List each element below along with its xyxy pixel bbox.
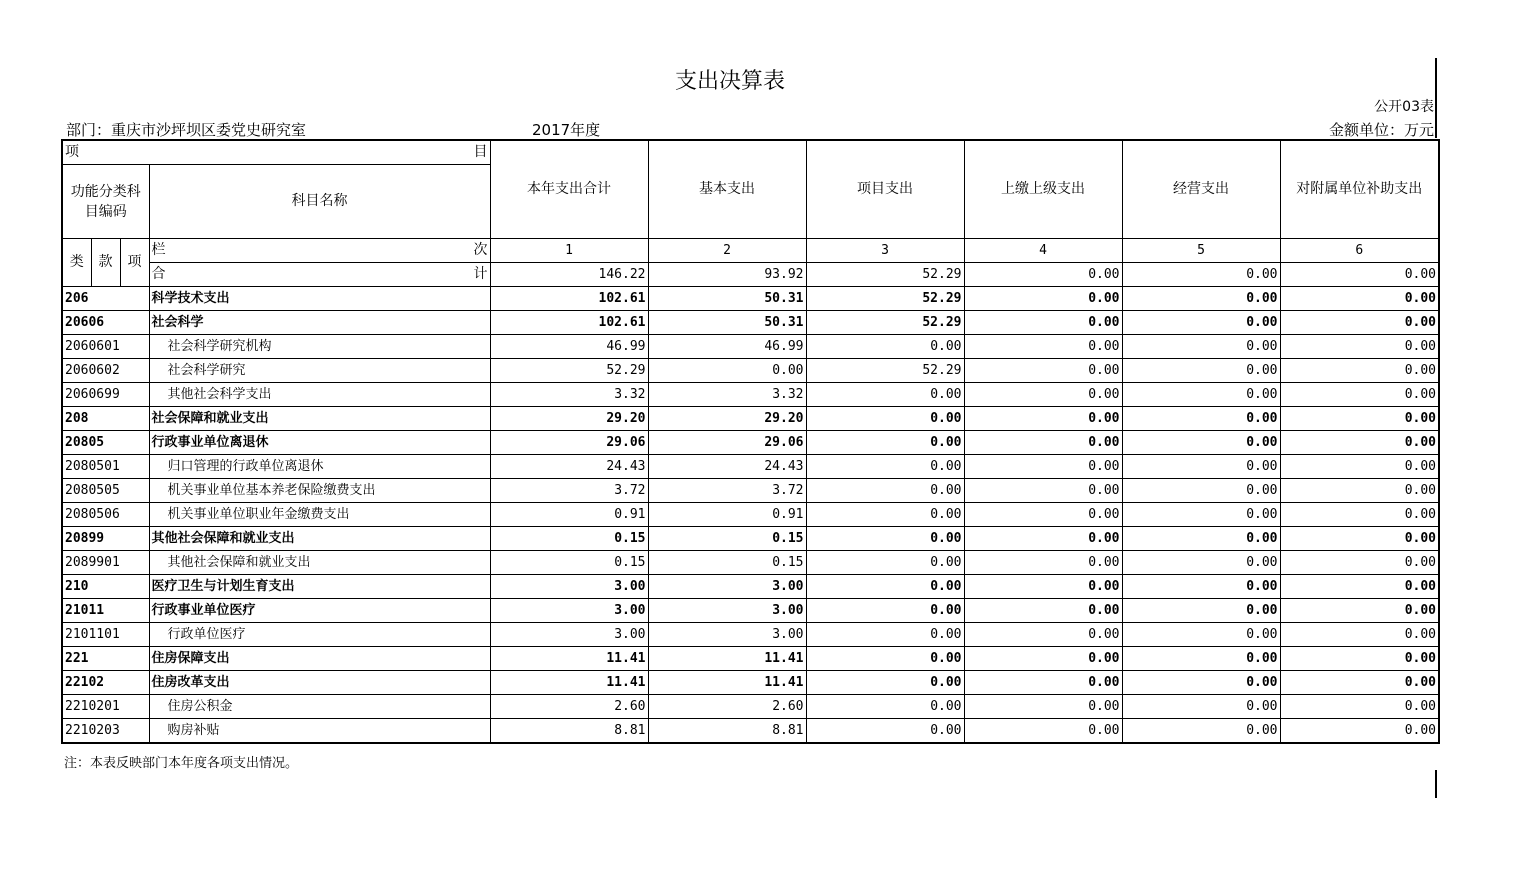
row-value-cell: 102.61: [490, 311, 648, 335]
year-label: 2017年度: [532, 121, 601, 139]
table-row: [62, 599, 1439, 623]
row-value-cell: 0.00: [806, 407, 964, 431]
row-value-cell: 2.60: [648, 695, 806, 719]
row-subject-name: 社会科学: [149, 311, 490, 335]
row-value-cell: 0.00: [1122, 503, 1280, 527]
row-value-cell: 3.72: [490, 479, 648, 503]
row-value-cell: 0.00: [806, 695, 964, 719]
row-subject-name: 行政单位医疗: [149, 623, 490, 647]
total-cell: 146.22: [490, 263, 648, 287]
table-row: [62, 335, 1439, 359]
row-value-cell: 0.00: [964, 599, 1122, 623]
row-subject-name: 住房保障支出: [149, 647, 490, 671]
total-cell: 52.29: [806, 263, 964, 287]
table-row: [62, 647, 1439, 671]
col-header-basic: 基本支出: [648, 140, 806, 239]
expenditure-table: [61, 139, 1440, 744]
header-lanci: 栏 次: [149, 239, 490, 263]
header-row-3: [62, 239, 1439, 263]
row-value-cell: 0.00: [806, 479, 964, 503]
row-value-cell: 0.91: [648, 503, 806, 527]
row-value-cell: 29.20: [648, 407, 806, 431]
row-value-cell: 0.00: [1122, 311, 1280, 335]
row-value-cell: 52.29: [806, 359, 964, 383]
table-row: [62, 623, 1439, 647]
footnote: 注：本表反映部门本年度各项支出情况。: [64, 756, 299, 771]
table-row: [62, 287, 1439, 311]
table-row: [62, 551, 1439, 575]
row-value-cell: 29.06: [490, 431, 648, 455]
row-value-cell: 24.43: [490, 455, 648, 479]
row-value-cell: 0.00: [964, 479, 1122, 503]
row-value-cell: 0.00: [964, 575, 1122, 599]
row-value-cell: 0.00: [964, 455, 1122, 479]
row-value-cell: 0.00: [964, 503, 1122, 527]
col-header-business: 经营支出: [1122, 140, 1280, 239]
row-value-cell: 3.32: [490, 383, 648, 407]
row-value-cell: 0.00: [964, 359, 1122, 383]
row-value-cell: 0.00: [1122, 551, 1280, 575]
header-subject-name: 科目名称: [149, 165, 490, 239]
row-value-cell: 0.00: [1280, 551, 1439, 575]
row-value-cell: 0.00: [1280, 455, 1439, 479]
row-value-cell: 0.00: [964, 551, 1122, 575]
row-code: 20805: [62, 431, 149, 455]
row-value-cell: 50.31: [648, 311, 806, 335]
row-code: 2060601: [62, 335, 149, 359]
row-value-cell: 3.00: [490, 623, 648, 647]
row-value-cell: 3.00: [648, 575, 806, 599]
row-value-cell: 0.00: [1280, 407, 1439, 431]
row-subject-name: 社会科学研究机构: [149, 335, 490, 359]
row-value-cell: 11.41: [490, 647, 648, 671]
row-code: 2060699: [62, 383, 149, 407]
row-value-cell: 0.00: [806, 455, 964, 479]
row-subject-name: 机关事业单位基本养老保险缴费支出: [149, 479, 490, 503]
col-number-1: 1: [490, 239, 648, 263]
col-header-subsidy: 对附属单位补助支出: [1280, 140, 1439, 239]
row-value-cell: 0.00: [964, 719, 1122, 744]
form-number: 公开03表: [1374, 99, 1434, 115]
row-value-cell: 0.00: [1122, 695, 1280, 719]
row-value-cell: 0.00: [964, 431, 1122, 455]
row-value-cell: 0.00: [1280, 647, 1439, 671]
row-value-cell: 3.00: [490, 575, 648, 599]
row-value-cell: 0.00: [806, 335, 964, 359]
row-value-cell: 0.00: [964, 527, 1122, 551]
row-value-cell: 0.00: [964, 623, 1122, 647]
row-value-cell: 0.91: [490, 503, 648, 527]
row-value-cell: 11.41: [490, 671, 648, 695]
col-number-4: 4: [964, 239, 1122, 263]
row-value-cell: 0.00: [1280, 575, 1439, 599]
table-row: [62, 359, 1439, 383]
row-value-cell: 11.41: [648, 647, 806, 671]
row-value-cell: 0.00: [964, 287, 1122, 311]
row-value-cell: 3.32: [648, 383, 806, 407]
row-value-cell: 0.00: [964, 383, 1122, 407]
total-cell: 0.00: [1280, 263, 1439, 287]
row-subject-name: 科学技术支出: [149, 287, 490, 311]
department-label: 部门：重庆市沙坪坝区委党史研究室: [66, 121, 307, 139]
row-value-cell: 0.00: [1122, 359, 1280, 383]
row-value-cell: 0.00: [806, 671, 964, 695]
row-value-cell: 0.00: [806, 575, 964, 599]
col-number-2: 2: [648, 239, 806, 263]
table-row: [62, 479, 1439, 503]
row-value-cell: 8.81: [648, 719, 806, 744]
row-value-cell: 102.61: [490, 287, 648, 311]
row-value-cell: 0.00: [964, 695, 1122, 719]
col-number-6: 6: [1280, 239, 1439, 263]
row-value-cell: 24.43: [648, 455, 806, 479]
row-subject-name: 其他社会保障和就业支出: [149, 527, 490, 551]
col-header-total: 本年支出合计: [490, 140, 648, 239]
row-value-cell: 0.00: [964, 407, 1122, 431]
table-row: [62, 455, 1439, 479]
row-subject-name: 机关事业单位职业年金缴费支出: [149, 503, 490, 527]
table-row: [62, 719, 1439, 744]
row-subject-name: 住房改革支出: [149, 671, 490, 695]
row-code: 2080506: [62, 503, 149, 527]
row-value-cell: 0.00: [806, 647, 964, 671]
header-row-1: [62, 140, 1439, 165]
row-code: 2080501: [62, 455, 149, 479]
row-value-cell: 0.15: [648, 551, 806, 575]
row-code: 2101101: [62, 623, 149, 647]
row-value-cell: 0.00: [1280, 695, 1439, 719]
row-value-cell: 0.00: [1280, 527, 1439, 551]
row-value-cell: 0.00: [964, 335, 1122, 359]
row-value-cell: 8.81: [490, 719, 648, 744]
row-value-cell: 0.00: [806, 503, 964, 527]
row-value-cell: 0.00: [1280, 623, 1439, 647]
row-value-cell: 50.31: [648, 287, 806, 311]
table-row: [62, 527, 1439, 551]
table-row: [62, 695, 1439, 719]
row-code: 210: [62, 575, 149, 599]
row-code: 2089901: [62, 551, 149, 575]
table-row: [62, 311, 1439, 335]
table-row: [62, 431, 1439, 455]
row-value-cell: 0.00: [1280, 335, 1439, 359]
row-code: 20899: [62, 527, 149, 551]
row-value-cell: 52.29: [806, 311, 964, 335]
row-value-cell: 0.00: [806, 431, 964, 455]
row-value-cell: 0.00: [1280, 479, 1439, 503]
row-value-cell: 0.00: [1122, 671, 1280, 695]
row-code: 22102: [62, 671, 149, 695]
row-value-cell: 11.41: [648, 671, 806, 695]
row-value-cell: 0.00: [806, 527, 964, 551]
total-cell: 0.00: [1122, 263, 1280, 287]
col-number-5: 5: [1122, 239, 1280, 263]
row-code: 2080505: [62, 479, 149, 503]
row-value-cell: 0.00: [1280, 431, 1439, 455]
row-value-cell: 0.00: [1122, 407, 1280, 431]
row-value-cell: 0.00: [1280, 287, 1439, 311]
row-value-cell: 3.00: [648, 623, 806, 647]
right-border-bar: [1435, 58, 1437, 138]
header-func-code: 功能分类科目编码: [62, 165, 149, 239]
header-kuan: 款: [91, 239, 120, 287]
total-row: [62, 263, 1439, 287]
table-row: [62, 575, 1439, 599]
col-header-upper: 上缴上级支出: [964, 140, 1122, 239]
row-value-cell: 0.00: [806, 599, 964, 623]
row-value-cell: 0.00: [1122, 647, 1280, 671]
total-cell: 93.92: [648, 263, 806, 287]
row-value-cell: 0.00: [1122, 287, 1280, 311]
row-code: 2210203: [62, 719, 149, 744]
row-value-cell: 0.15: [490, 551, 648, 575]
header-xiangmu: 项 目: [62, 140, 490, 165]
row-value-cell: 52.29: [490, 359, 648, 383]
row-value-cell: 0.00: [1122, 455, 1280, 479]
row-value-cell: 0.00: [806, 623, 964, 647]
row-value-cell: 3.72: [648, 479, 806, 503]
row-value-cell: 29.06: [648, 431, 806, 455]
row-value-cell: 0.00: [1280, 719, 1439, 744]
row-subject-name: 行政事业单位医疗: [149, 599, 490, 623]
row-subject-name: 住房公积金: [149, 695, 490, 719]
row-value-cell: 0.00: [1122, 431, 1280, 455]
row-value-cell: 0.00: [806, 383, 964, 407]
header-heji: 合 计: [149, 263, 490, 287]
row-value-cell: 0.00: [1280, 359, 1439, 383]
row-subject-name: 社会科学研究: [149, 359, 490, 383]
right-border-bar-lower: [1435, 770, 1437, 798]
row-subject-name: 医疗卫生与计划生育支出: [149, 575, 490, 599]
row-value-cell: 0.00: [1122, 527, 1280, 551]
row-subject-name: 行政事业单位离退休: [149, 431, 490, 455]
page-title: 支出决算表: [674, 69, 785, 94]
header-xiang: 项: [120, 239, 149, 287]
row-value-cell: 0.00: [1280, 599, 1439, 623]
row-value-cell: 0.00: [964, 647, 1122, 671]
header-lei: 类: [62, 239, 91, 287]
row-value-cell: 46.99: [490, 335, 648, 359]
row-value-cell: 0.00: [1280, 383, 1439, 407]
table-row: [62, 671, 1439, 695]
row-code: 2210201: [62, 695, 149, 719]
col-number-3: 3: [806, 239, 964, 263]
row-value-cell: 0.00: [648, 359, 806, 383]
row-value-cell: 0.00: [1122, 479, 1280, 503]
col-header-project: 项目支出: [806, 140, 964, 239]
row-value-cell: 0.00: [1122, 599, 1280, 623]
total-cell: 0.00: [964, 263, 1122, 287]
row-subject-name: 购房补贴: [149, 719, 490, 744]
row-value-cell: 29.20: [490, 407, 648, 431]
row-value-cell: 0.00: [1122, 719, 1280, 744]
row-value-cell: 0.00: [964, 671, 1122, 695]
row-code: 20606: [62, 311, 149, 335]
row-value-cell: 0.00: [1122, 335, 1280, 359]
row-value-cell: 0.00: [1280, 311, 1439, 335]
row-value-cell: 52.29: [806, 287, 964, 311]
row-subject-name: 社会保障和就业支出: [149, 407, 490, 431]
row-subject-name: 其他社会科学支出: [149, 383, 490, 407]
row-subject-name: 其他社会保障和就业支出: [149, 551, 490, 575]
row-value-cell: 3.00: [490, 599, 648, 623]
row-value-cell: 0.00: [964, 311, 1122, 335]
row-code: 221: [62, 647, 149, 671]
row-code: 208: [62, 407, 149, 431]
unit-label: 金额单位：万元: [1328, 121, 1434, 139]
row-code: 21011: [62, 599, 149, 623]
row-value-cell: 0.15: [648, 527, 806, 551]
row-value-cell: 3.00: [648, 599, 806, 623]
row-value-cell: 0.00: [806, 719, 964, 744]
table-row: [62, 503, 1439, 527]
table-row: [62, 383, 1439, 407]
row-subject-name: 归口管理的行政单位离退休: [149, 455, 490, 479]
row-code: 206: [62, 287, 149, 311]
row-value-cell: 0.00: [1122, 575, 1280, 599]
row-value-cell: 0.00: [1122, 383, 1280, 407]
row-value-cell: 0.00: [1280, 503, 1439, 527]
row-code: 2060602: [62, 359, 149, 383]
row-value-cell: 2.60: [490, 695, 648, 719]
row-value-cell: 0.00: [806, 551, 964, 575]
table-row: [62, 407, 1439, 431]
row-value-cell: 0.15: [490, 527, 648, 551]
row-value-cell: 0.00: [1122, 623, 1280, 647]
row-value-cell: 0.00: [1280, 671, 1439, 695]
row-value-cell: 46.99: [648, 335, 806, 359]
